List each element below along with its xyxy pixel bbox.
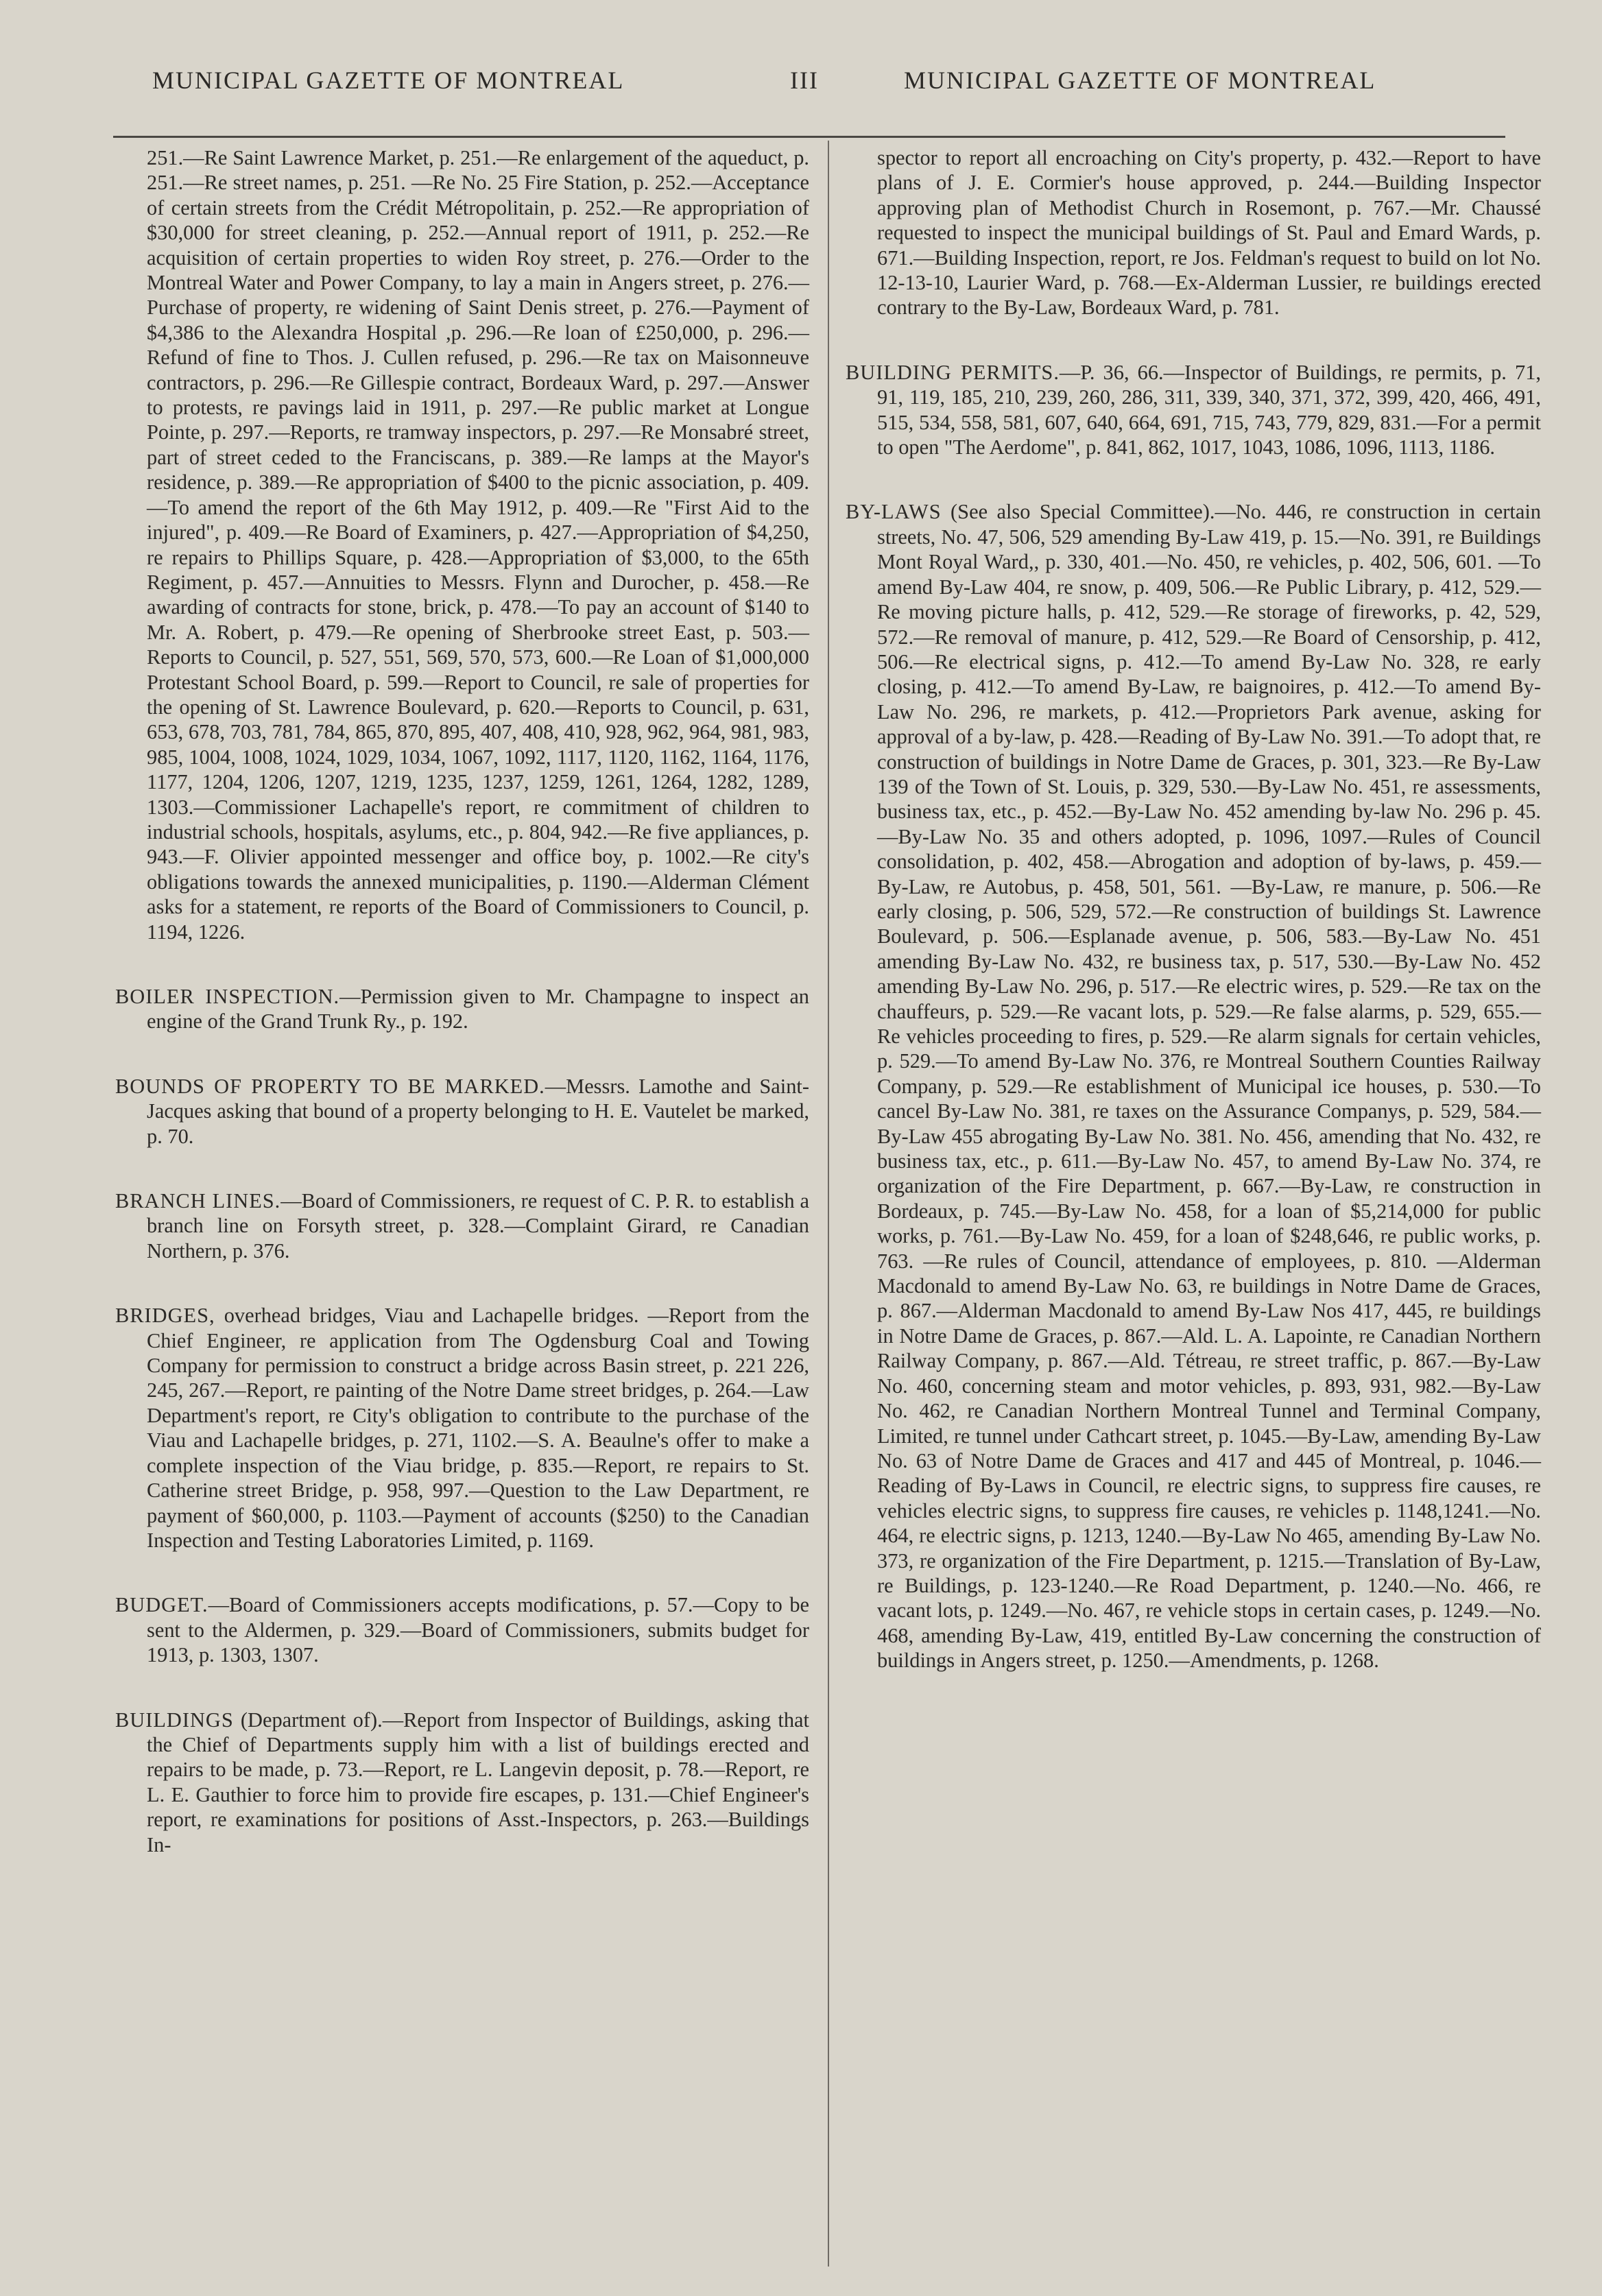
entry-text: —P. 36, 66.—Inspector of Buildings, re permits, p. 71, 91, 119, 185, 210, 239, 260, 286, 311, 339, 340, 371, 372, 399, 420, 466, 491, 515, 534, 558, 581, 607, 640, 664, 691, 715, 743, 779, 829, 831.—For a permit to open "The Aerdome", p. 841, 862, 1017, 1043, 1086, 1096, 1113, 1186. xyxy=(877,360,1542,459)
left-continued-text: 251.—Re Saint Lawrence Market, p. 251.—Re enlargement of the aqueduct, p. 251.—Re street names, p. 251. —Re No. 25 Fire Station, p. 252.—Acceptance of certain streets from the Crédit Métropolitain, p. 252.—Re appropriation of $30,000 for street cleaning, p. 252.—Annual report of 1911, p. 252.—Re acquisition of certain properties to widen Roy street, p. 276.—Order to the Montreal Water and Power Company, to lay a main in Angers street, p. 276.—Purchase of property, re widening of Saint Denis street, p. 276.—Payment of $4,386 to the Alexandra Hospital ,p. 296.—Re loan of £250,000, p. 296.—Refund of fine to Thos. J. Cullen refused, p. 296.—Re tax on Maisonneuve contractors, p. 296.—Re Gillespie contract, Bordeaux Ward, p. 297.—Answer to protests, re pavings laid in 1911, p. 297.—Re public market at Longue Pointe, p. 297.—Reports, re tramway inspectors, p. 297.—Re Monsabré street, part of street ceded to the Franciscans, p. 389.—Re lamps at the Mayor's residence, p. 389.—Re appropriation of $400 to the picnic association, p. 409.—To amend the report of the 6th May 1912, p. 409.—Re "First Aid to the injured", p. 409.—Re Board of Examiners, p. 427.—Appropriation of $4,250, re repairs to Phillips Square, p. 428.—Appropriation of $3,000, to the 65th Regiment, p. 457.—Annuities to Messrs. Flynn and Durocher, p. 458.—Re awarding of contracts for stone, brick, p. 478.—To pay an account of $140 to Mr. A. Robert, p. 479.—Re opening of Sherbrooke street East, p. 503.—Reports to Council, p. 527, 551, 569, 570, 573, 600.—Re Loan of $1,000,000 Protestant School Board, p. 599.—Report to Council, re sale of properties for the opening of St. Lawrence Boulevard, p. 620.—Reports to Council, p. 631, 653, 678, 703, 781, 784, 865, 870, 895, 407, 408, 410, 928, 962, 964, 981, 983, 985, 1004, 1008, 1024, 1029, 1034, 1067, 1092, 1117, 1120, 1162, 1164, 1176, 1177, 1204, 1206, 1207, 1219, 1235, 1237, 1259, 1261, 1264, 1282, 1289, 1303.—Commissioner Lachapelle's report, re commitment of children to industrial schools, hospitals, asylums, etc., p. 804, 942.—Re five appliances, p. 943.—F. Olivier appointed messenger and office boy, p. 1002.—Re city's obligations towards the annexed municipalities, p. 1190.—Alderman Clément asks for a statement, re reports of the Board of Commissioners to Council, p. 1194, 1226. xyxy=(147,146,809,944)
entry-heading: BUILDINGS xyxy=(115,1708,234,1732)
index-entry-buildings xyxy=(115,1708,809,1857)
entry-heading: BRIDGES, xyxy=(115,1304,215,1328)
entry-heading: BOILER INSPECTION. xyxy=(115,985,340,1008)
column-divider xyxy=(828,141,829,2267)
index-entry-bounds-of-property xyxy=(115,1074,809,1149)
header-rule xyxy=(113,136,1505,138)
entry-heading: BRANCH LINES. xyxy=(115,1189,281,1213)
index-entry-building-permits xyxy=(846,360,1541,460)
entry-heading: BUDGET. xyxy=(115,1593,208,1617)
right-continued-text: spector to report all encroaching on City's property, p. 432.—Report to have plans of J. E. Cormier's house approved, p. 244.—Building Inspector approving plan of Methodist Church in Rosemont, p. 767.—Mr. Chaussé requested to inspect the municipal buildings of St. Paul and Emard Wards, p. 671.—Building Inspection, report, re Jos. Feldman's request to build on lot No. 12-13-10, Laurier Ward, p. 768.—Ex-Alderman Lussier, re buildings erected contrary to the By-Law, Bordeaux Ward, p. 781. xyxy=(877,146,1541,320)
entry-text: —Board of Commissioners, re request of C. P. R. to establish a branch line on Forsyth street, p. 328.—Complaint Girard, re Canadian Northern, p. 376. xyxy=(147,1189,809,1263)
index-entry-branch-lines xyxy=(115,1188,809,1263)
entry-text: (Department of).—Report from Inspector of Buildings, asking that the Chief of Departments supply him with a list of buildings erected and repairs to be made, p. 73.—Report, re L. Langevin deposit, p. 78.—Report, re L. E. Gauthier to force him to provide fire escapes, p. 131.—Chief Engineer's report, re examinations for positions of Asst.-Inspectors, p. 263.—Buildings In- xyxy=(147,1708,809,1856)
left-column xyxy=(115,145,809,1897)
entry-text: —Messrs. Lamothe and Saint-Jacques asking that bound of a property belonging to H. E. Vautelet be marked, p. 70. xyxy=(147,1074,809,1148)
entry-text: —Permission given to Mr. Champagne to inspect an engine of the Grand Trunk Ry., p. 192. xyxy=(147,985,810,1033)
right-column xyxy=(846,145,1541,1713)
entry-text: (See also Special Committee).—No. 446, re construction in certain streets, No. 47, 506, 529 amending By-Law 419, p. 15.—No. 391, re Buildings Mont Royal Ward,, p. 330, 401.—No. 450, re vehicles, p. 402, 506, 601. —To amend By-Law 404, re snow, p. 409, 506.—Re Public Library, p. 412, 529.—Re moving picture halls, p. 412, 529.—Re storage of fireworks, p. 42, 529, 572.—Re removal of manure, p. 412, 529.—Re Board of Censorship, p. 412, 506.—Re electrical signs, p. 412.—To amend By-Law No. 328, re early closing, p. 412.—To amend By-Law, re baignoires, p. 412.—To amend By-Law No. 296, re markets, p. 412.—Proprietors Park avenue, asking for approval of a by-law, p. 428.—Reading of By-Law No. 391.—To adopt that, re construction of buildings in Notre Dame de Graces, p. 301, 323.—Re By-Law 139 of the Town of St. Louis, p. 329, 530.—By-Law No. 451, re assessments, business tax, etc., p. 452.—By-Law No. 452 amending by-law No. 296 p. 45.—By-Law No. 35 and others adopted, p. 1096, 1097.—Rules of Council consolidation, p. 402, 458.—Abrogation and adoption of by-laws, p. 459.—By-Law, re Autobus, p. 458, 501, 561. —By-Law, re manure, p. 506.—Re early closing, p. 506, 529, 572.—Re construction of buildings St. Lawrence Boulevard, p. 506.—Esplanade avenue, p. 506, 583.—By-Law No. 451 amending By-Law No. 432, re business tax, p. 517, 530.—By-Law No. 452 amending By-Law No. 296, p. 517.—Re electric wires, p. 529.—Re tax on the chauffeurs, p. 529.—Re vacant lots, p. 529.—Re false alarms, p. 529, 655.—Re vehicles proceeding to fires, p. 529.—Re alarm signals for certain vehicles, p. 529.—To amend By-Law No. 376, re Montreal Southern Counties Railway Company, p. 529.—Re establishment of Municipal ice houses, p. 530.—To cancel By-Law No. 381, re taxes on the Assurance Companys, p. 529, 584.—By-Law 455 abrogating By-Law No. 381. No. 456, amending that No. 432, re business tax, etc., p. 611.—By-Law No. 457, to amend By-Law No. 374, re organization of the Fire Department, p. 667.—By-Law, re construction in Bordeaux, p. 745.—By-Law No. 458, for a loan of $5,214,000 for public works, p. 761.—By-Law No. 459, for a loan of $248,646, re public works, p. 763. —Re rules of Council, attendance of employees, p. 810. —Alderman Macdonald to amend By-Law No. 63, re buildings in Notre Dame de Graces, p. 867.—Alderman Macdonald to amend By-Law Nos 417, 445, re buildings in Notre Dame de Graces, p. 867.—Ald. L. A. Lapointe, re Canadian Northern Railway Company, p. 867.—Ald. Tétreau, re street traffic, p. 867.—By-Law No. 460, concerning steam and motor vehicles, p. 893, 931, 982.—By-Law No. 462, re Canadian Northern Montreal Tunnel and Terminal Company, Limited, re tunnel under Cathcart street, p. 1045.—By-Law, amending By-Law No. 63 of Notre Dame de Graces and 417 and 445 of Montreal, p. 1046.—Reading of By-Laws in Council, re electric signs, to suppress fire causes, re vehicles electric signs, to suppress fire causes, re vehicles p. 1148,1241.—No. 464, re electric signs, p. 1213, 1240.—By-Law No 465, amending By-Law No. 373, re organization of the Fire Department, p. 1215.—Translation of By-Law, re Buildings, p. 123-1240.—Re Road Department, p. 1240.—No. 466, re vacant lots, p. 1249.—No. 467, re vehicle stops in certain cases, p. 1249.—No. 468, amending By-Law, 419, entitled By-Law concerning the construction of buildings in Angers street, p. 1250.—Amendments, p. 1268. xyxy=(877,500,1541,1673)
entry-text: —Board of Commissioners accepts modifications, p. 57.—Copy to be sent to the Aldermen, p. 329.—Board of Commissioners, submits budget for 1913, p. 1303, 1307. xyxy=(147,1593,809,1667)
index-entry-budget xyxy=(115,1592,809,1667)
entry-heading: BOUNDS OF PROPERTY TO BE MARKED. xyxy=(115,1074,545,1098)
entry-text: overhead bridges, Viau and Lachapelle bridges. —Report from the Chief Engineer, re application from The Ogdensburg Coal and Towing Company for permission to construct a bridge across Basin street, p. 221 226, 245, 267.—Report, re painting of the Notre Dame street bridges, p. 264.—Law Department's report, re City's obligation to contribute to the purchase of the Viau and Lachapelle bridges, p. 271, 1102.—S. A. Beaulne's offer to make a complete inspection of the Viau bridge, p. 835.—Report, re repairs to St. Catherine street Bridge, p. 958, 997.—Question to the Law Department, re payment of $60,000, p. 1103.—Payment of accounts ($250) to the Canadian Inspection and Testing Laboratories Limited, p. 1169. xyxy=(147,1304,809,1552)
index-entry-bridges xyxy=(115,1303,809,1553)
entry-heading: BUILDING PERMITS. xyxy=(846,360,1060,384)
header-title-left: MUNICIPAL GAZETTE OF MONTREAL xyxy=(152,67,625,94)
page-header xyxy=(0,66,1602,114)
index-entry-boiler-inspection xyxy=(115,984,809,1034)
header-title-right: MUNICIPAL GAZETTE OF MONTREAL xyxy=(904,67,1376,94)
index-entry-by-laws xyxy=(846,499,1541,1673)
entry-heading: BY-LAWS xyxy=(846,500,942,524)
page-number: III xyxy=(790,67,819,94)
